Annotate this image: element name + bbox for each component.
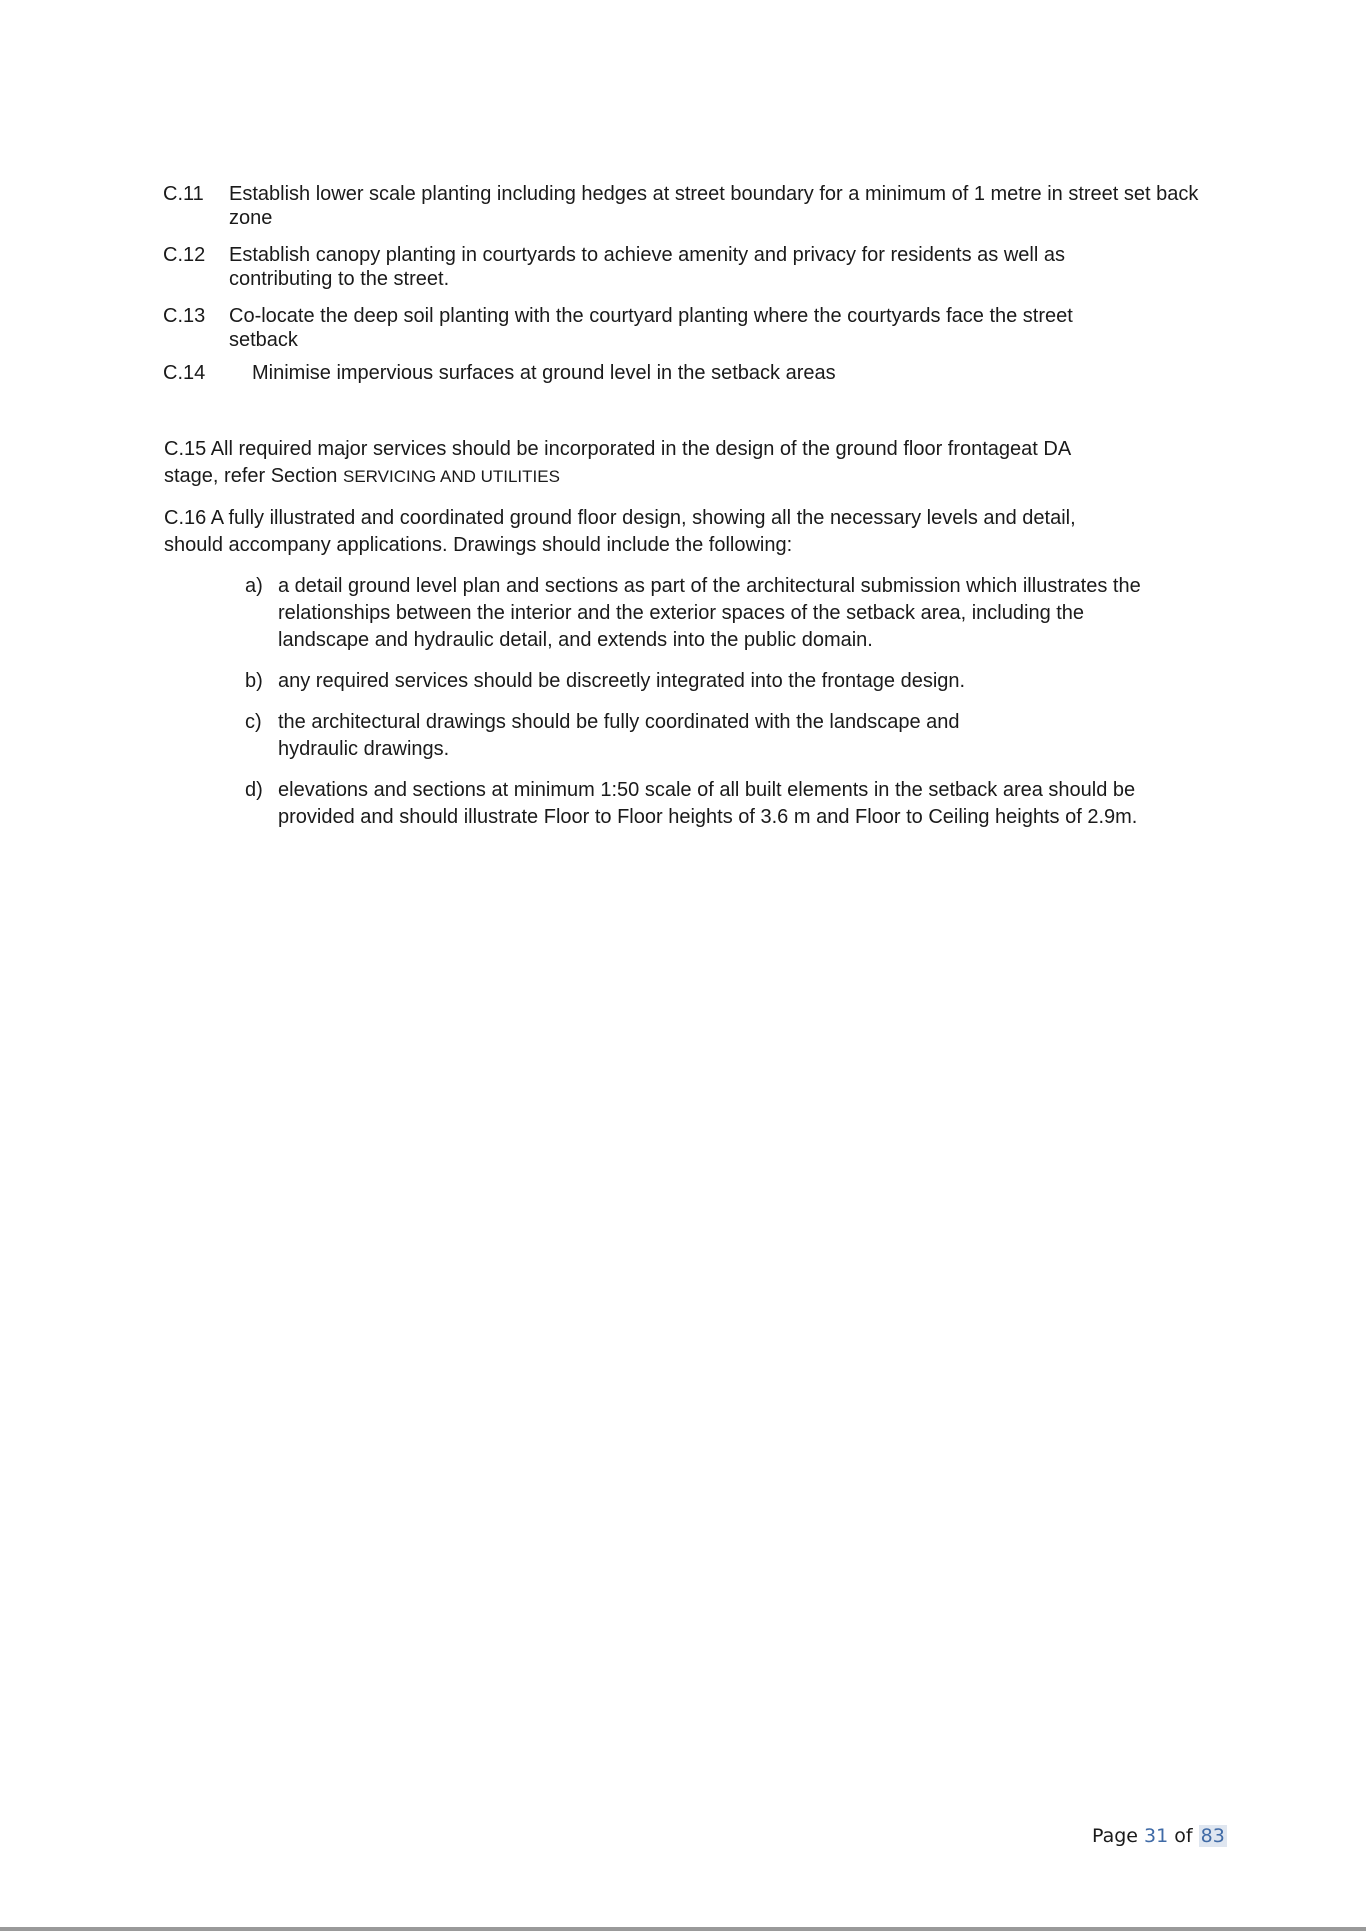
clause-text <box>229 304 1109 352</box>
clause-c16-text: C.16 A fully illustrated and coordinated ground floor design, showing all the necessary levels and detail, should accompany applications. Drawings should include the following: <box>164 507 1076 556</box>
clause-number: C.13 <box>163 305 206 327</box>
list-letter: c) <box>245 711 262 733</box>
clause-number: C.14 <box>163 362 206 384</box>
list-text: any required services should be discreetly integrated into the frontage design. <box>278 670 966 692</box>
total-pages: 83 <box>1200 1825 1225 1847</box>
clause-c16 <box>164 505 1124 559</box>
page-bottom-edge <box>0 1927 1366 1931</box>
clause-c13-text: Co-locate the deep soil planting with the courtyard planting where the courtyards face the street setback <box>229 305 1073 351</box>
clause-c14-text: Minimise impervious surfaces at ground level in the setback areas <box>252 362 836 384</box>
page-footer <box>1092 1823 1227 1849</box>
clause-text <box>252 361 1252 385</box>
page-label: Page <box>1092 1825 1138 1847</box>
clause-text <box>229 182 1229 230</box>
clause-number: C.11 <box>163 183 204 205</box>
clause-text <box>229 243 1109 291</box>
list-letter: b) <box>245 670 263 692</box>
list-text: the architectural drawings should be fully coordinated with the landscape and hydraulic drawings. <box>278 711 960 760</box>
clause-c12-text: Establish canopy planting in courtyards to achieve amenity and privacy for residents as well as contributing to the street. <box>229 244 1065 290</box>
clause-c11-text: Establish lower scale planting including hedges at street boundary for a minimum of 1 metre in street set back zone <box>229 183 1199 229</box>
list-text: elevations and sections at minimum 1:50 scale of all built elements in the setback area should be provided and should illustrate Floor to Floor heights of 3.6 m and Floor to Ceiling heights of 2.9m. <box>278 779 1138 828</box>
section-reference: SERVICING AND UTILITIES <box>342 467 560 486</box>
list-text: a detail ground level plan and sections as part of the architectural submission which illustrates the relationships between the interior and the exterior spaces of the setback area, including the landscape and hydraulic detail, and extends into the public domain. <box>278 575 1141 651</box>
page-number: 31 <box>1144 1825 1169 1847</box>
clause-number: C.12 <box>163 244 206 266</box>
list-letter: a) <box>245 575 263 597</box>
clause-c15-text: C.15 All required major services should be incorporated in the design of the ground floor frontageat DA stage, refer Section <box>164 438 1071 487</box>
clause-c15 <box>164 436 1104 490</box>
of-label: of <box>1174 1825 1193 1847</box>
list-letter: d) <box>245 779 263 801</box>
